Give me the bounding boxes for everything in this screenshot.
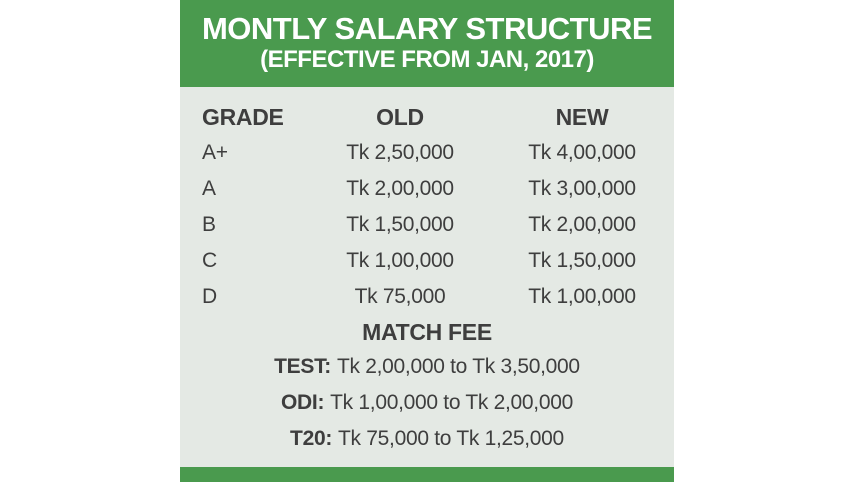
match-fee-title: MATCH FEE xyxy=(362,319,492,345)
panel-subtitle: (EFFECTIVE FROM JAN, 2017) xyxy=(260,46,594,74)
match-fee-label: TEST: xyxy=(274,355,331,378)
column-header-grade: GRADE xyxy=(202,104,284,130)
new-salary-cell: Tk 1,00,000 xyxy=(528,285,636,308)
new-salary-cell: Tk 2,00,000 xyxy=(528,213,636,236)
panel-body xyxy=(180,87,674,467)
match-fee-line-t20 xyxy=(180,421,674,457)
panel-footer-bar xyxy=(180,467,674,482)
grade-cell: A+ xyxy=(202,141,228,164)
old-salary-cell: Tk 1,50,000 xyxy=(346,213,454,236)
panel-title: MONTLY SALARY STRUCTURE xyxy=(201,11,653,47)
grade-cell: B xyxy=(202,213,216,236)
new-salary-cell: Tk 4,00,000 xyxy=(528,141,636,164)
salary-structure-panel xyxy=(180,0,674,482)
match-fee-label: T20: xyxy=(290,427,333,450)
panel-header xyxy=(180,0,674,87)
new-salary-cell: Tk 1,50,000 xyxy=(528,249,636,272)
salary-table xyxy=(180,99,674,315)
column-header-new: NEW xyxy=(555,104,609,130)
match-fee-label: ODI: xyxy=(281,391,325,414)
grade-cell: C xyxy=(202,249,217,272)
old-salary-cell: Tk 1,00,000 xyxy=(346,249,454,272)
new-salary-cell: Tk 3,00,000 xyxy=(528,177,636,200)
match-fee-line-odi xyxy=(180,385,674,421)
match-fee-value: Tk 75,000 to Tk 1,25,000 xyxy=(338,427,564,450)
old-salary-cell: Tk 2,50,000 xyxy=(346,141,454,164)
grade-cell: D xyxy=(202,285,217,308)
match-fee-section xyxy=(180,315,674,457)
match-fee-value: Tk 1,00,000 to Tk 2,00,000 xyxy=(330,391,573,414)
old-salary-cell: Tk 75,000 xyxy=(354,285,446,308)
match-fee-line-test xyxy=(180,349,674,385)
match-fee-value: Tk 2,00,000 to Tk 3,50,000 xyxy=(337,355,580,378)
grade-cell: A xyxy=(202,177,216,200)
old-salary-cell: Tk 2,00,000 xyxy=(346,177,454,200)
column-header-old: OLD xyxy=(376,104,424,130)
